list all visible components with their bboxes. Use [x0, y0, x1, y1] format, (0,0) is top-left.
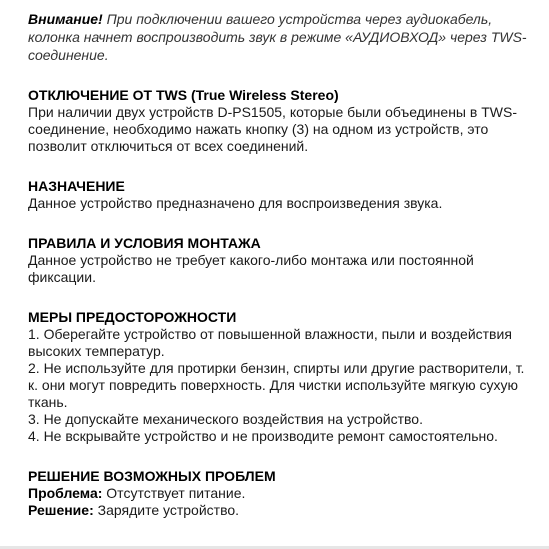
problem-label: Проблема:	[28, 485, 103, 501]
section-heading: НАЗНАЧЕНИЕ	[28, 178, 125, 194]
troubleshooting-section	[28, 467, 533, 519]
section-heading: ОТКЛЮЧЕНИЕ ОТ TWS (True Wireless Stereo)	[28, 87, 339, 103]
section-body: Данное устройство не требует какого-либо монтажа или постоянной фиксации.	[28, 252, 474, 285]
purpose-section	[28, 177, 533, 212]
section-heading: ПРАВИЛА И УСЛОВИЯ МОНТАЖА	[28, 235, 261, 251]
section-body: Данное устройство предназначено для воспроизведения звука.	[28, 195, 443, 211]
section-body: При наличии двух устройств D-PS1505, которые были объединены в TWS-соединение, необходимо нажать кнопку (3) на одном из устройств, это позволит отключиться от всех соединений.	[28, 104, 517, 154]
list-item: 4. Не вскрывайте устройство и не производите ремонт самостоятельно.	[28, 428, 498, 444]
section-heading: МЕРЫ ПРЕДОСТОРОЖНОСТИ	[28, 309, 237, 325]
warning-text: При подключении вашего устройства через аудиокабель, колонка начнет воспроизводить звук в режиме «АУДИОВХОД» через TWS-соединение.	[28, 11, 527, 63]
warning-label: Внимание!	[28, 11, 103, 27]
list-item: 2. Не используйте для протирки бензин, спирты или другие растворители, т. к. они могут повредить поверхность. Для чистки используйте мягкую сухую ткань.	[28, 360, 525, 410]
precautions-section	[28, 308, 533, 445]
problem-row	[28, 485, 533, 502]
solution-label: Решение:	[28, 502, 94, 518]
installation-section	[28, 234, 533, 286]
problem-text: Отсутствует питание.	[106, 485, 246, 501]
manual-page	[28, 10, 533, 519]
solution-row	[28, 502, 533, 519]
warning-notice	[28, 10, 533, 64]
list-item: 1. Оберегайте устройство от повышенной влажности, пыли и воздействия высоких температур.	[28, 326, 512, 359]
list-item: 3. Не допускайте механического воздействия на устройство.	[28, 411, 423, 427]
solution-text: Зарядите устройство.	[97, 502, 240, 518]
section-heading: РЕШЕНИЕ ВОЗМОЖНЫХ ПРОБЛЕМ	[28, 468, 276, 484]
tws-disconnect-section	[28, 86, 533, 155]
